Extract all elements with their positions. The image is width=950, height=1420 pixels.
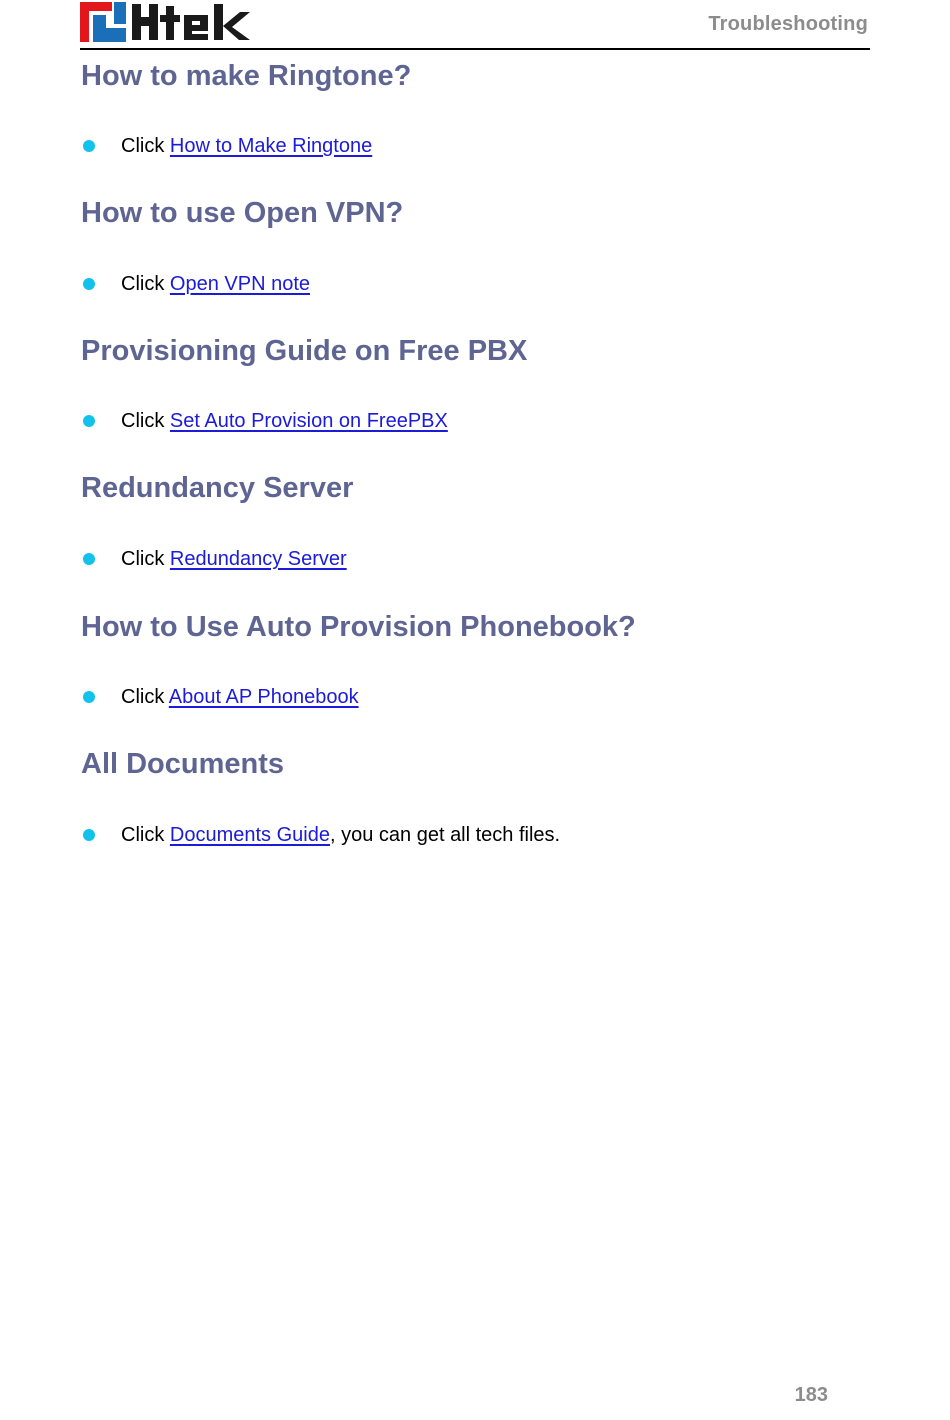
- list-item-text: [121, 823, 560, 847]
- list-item: [81, 272, 841, 296]
- bullet-icon: [83, 140, 95, 152]
- click-prefix: Click: [121, 135, 165, 157]
- list-item: [81, 409, 841, 433]
- htek-logo: [80, 2, 252, 42]
- heading-auto-provision-phonebook: How to Use Auto Provision Phonebook?: [81, 611, 636, 643]
- list-item-text: [121, 409, 448, 433]
- list-item-text: [121, 272, 310, 296]
- heading-redundancy-server: Redundancy Server: [81, 472, 354, 504]
- list-item: [81, 134, 841, 158]
- link-set-auto-provision-freepbx[interactable]: Set Auto Provision on FreePBX: [169, 410, 448, 432]
- click-prefix: Click: [121, 548, 165, 570]
- link-redundancy-server[interactable]: Redundancy Server: [169, 548, 347, 570]
- click-prefix: Click: [121, 410, 165, 432]
- click-prefix: Click: [121, 273, 165, 295]
- item-suffix: , you can get all tech files.: [329, 824, 561, 846]
- heading-open-vpn: How to use Open VPN?: [81, 197, 404, 229]
- list-item-text: [121, 134, 372, 158]
- heading-all-documents: All Documents: [81, 748, 285, 780]
- list-item-text: [121, 685, 359, 709]
- bullet-icon: [83, 415, 95, 427]
- bullet-icon: [83, 553, 95, 565]
- list-item: [81, 685, 841, 709]
- click-prefix: Click: [121, 824, 165, 846]
- list-item-text: [121, 547, 347, 571]
- page-header: [80, 0, 870, 50]
- heading-make-ringtone: How to make Ringtone?: [81, 60, 412, 92]
- list-item: [81, 823, 841, 847]
- bullet-icon: [83, 829, 95, 841]
- list-item: [81, 547, 841, 571]
- page-number: 183: [794, 1384, 828, 1406]
- link-documents-guide[interactable]: Documents Guide: [169, 824, 330, 846]
- bullet-icon: [83, 691, 95, 703]
- link-about-ap-phonebook[interactable]: About AP Phonebook: [168, 686, 359, 708]
- heading-provisioning-guide: Provisioning Guide on Free PBX: [81, 335, 528, 367]
- bullet-icon: [83, 278, 95, 290]
- click-prefix: Click: [121, 686, 165, 708]
- link-how-to-make-ringtone[interactable]: How to Make Ringtone: [169, 135, 373, 157]
- link-open-vpn-note[interactable]: Open VPN note: [169, 273, 310, 295]
- header-section-name: Troubleshooting: [708, 13, 868, 35]
